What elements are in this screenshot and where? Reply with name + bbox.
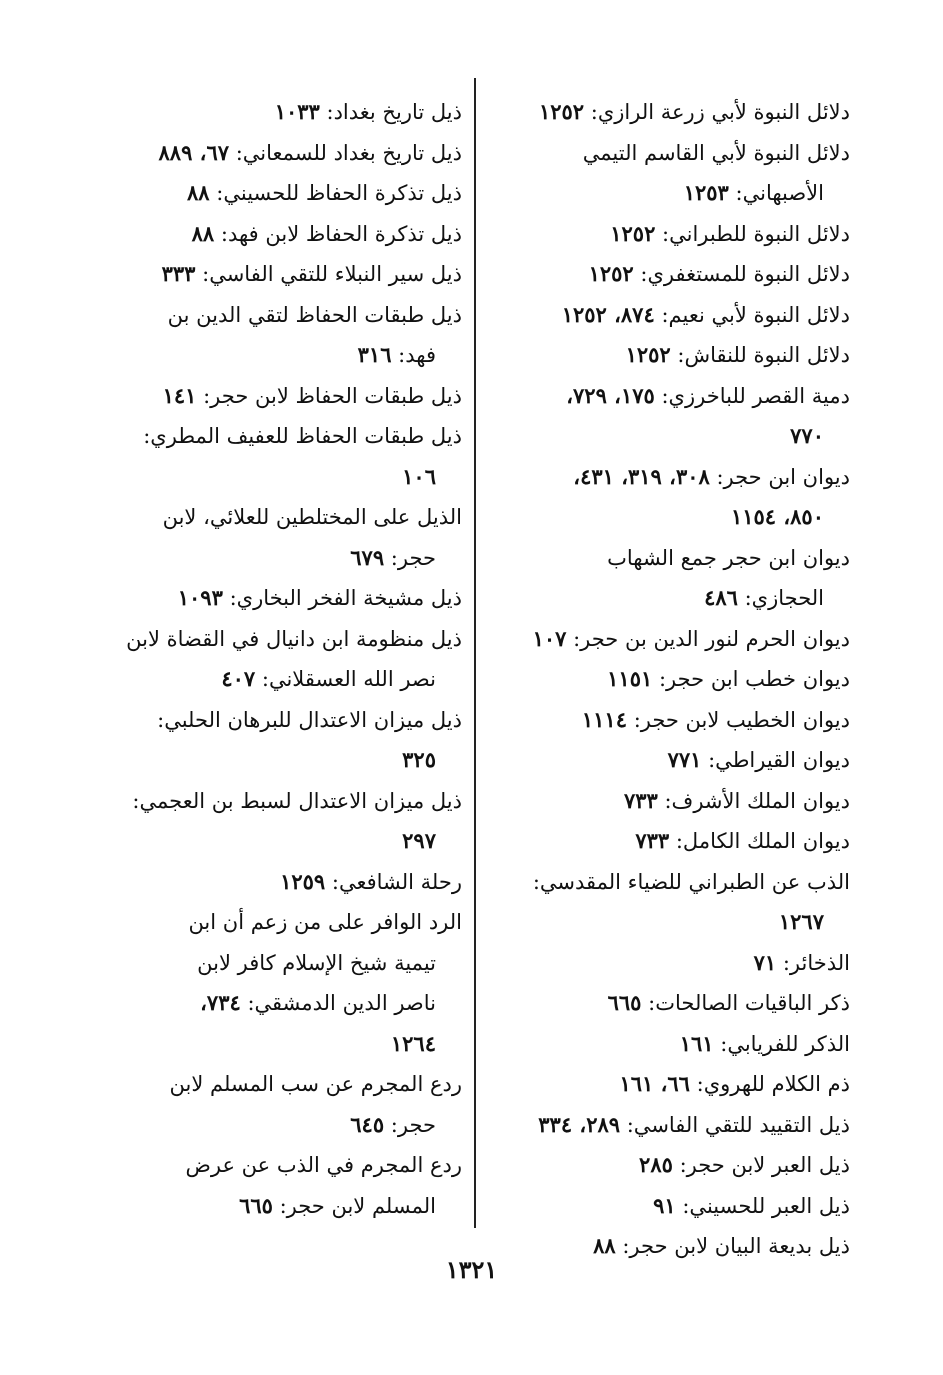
- index-entry: [490, 781, 850, 822]
- right-column: [490, 92, 850, 1267]
- entry-page-refs: ٧٣٣: [635, 828, 670, 853]
- entry-page-refs: ١٢٥٩: [280, 868, 326, 894]
- entry-title: نصر الله العسقلاني:: [261, 667, 436, 691]
- entry-title: دلائل النبوة لأبي القاسم التيمي: [582, 140, 850, 165]
- index-entry-continuation: [100, 1024, 462, 1065]
- entry-page-refs: ١٤١: [162, 382, 197, 408]
- index-entry-continuation: [100, 943, 462, 984]
- entry-page-refs: ٧٣٣: [623, 787, 658, 813]
- entry-page-refs: ١٢٥٢: [588, 261, 634, 286]
- entry-title: ذيل تذكرة الحفاظ للحسيني:: [216, 181, 462, 205]
- index-entry: [490, 1105, 850, 1146]
- entry-title: ذيل سير النبلاء للتقي الفاسي:: [202, 262, 462, 286]
- entry-title: ذيل تاريخ بغداد:: [326, 100, 462, 124]
- entry-title: دلائل النبوة للطبراني:: [662, 221, 850, 246]
- entry-title: الذب عن الطبراني للضياء المقدسي:: [532, 869, 850, 894]
- entry-title: ذيل التقييد للتقي الفاسي:: [626, 1112, 850, 1137]
- entry-title: ذيل العبر للحسيني:: [682, 1193, 850, 1218]
- entry-page-refs: ٢٩٧: [402, 828, 436, 853]
- entry-title: ذيل تاريخ بغداد للسمعاني:: [235, 140, 462, 165]
- index-entry-continuation: [490, 497, 850, 538]
- index-entry: [100, 497, 462, 538]
- index-entry-continuation: [100, 457, 462, 498]
- entry-title: ديوان الملك الأشرف:: [664, 788, 850, 813]
- entry-title: الذخائر:: [782, 950, 850, 975]
- index-entry: [100, 578, 462, 619]
- index-entry: [490, 862, 850, 903]
- index-entry: [490, 1024, 850, 1065]
- entry-title: ذيل منظومة ابن دانيال في القضاة لابن: [126, 626, 462, 651]
- entry-title: المسلم لابن حجر:: [279, 1193, 436, 1218]
- index-entry: [490, 295, 850, 336]
- entry-page-refs: ١٢٥٢: [625, 342, 671, 367]
- entry-page-refs: ٨٨: [187, 180, 210, 205]
- entry-title: ذيل مشيخة الفخر البخاري:: [229, 586, 462, 610]
- entry-page-refs: ٣٣٣: [161, 261, 196, 286]
- entry-page-refs: ١٢٦٧: [778, 909, 824, 934]
- index-entry: [490, 376, 850, 417]
- entry-page-refs: ١٦١: [679, 1030, 714, 1056]
- entry-page-refs: ٨٥٠، ١١٥٤: [730, 504, 824, 529]
- index-entry: [100, 416, 462, 457]
- entry-title: ذكر الباقيات الصالحات:: [648, 991, 850, 1015]
- index-entry: [490, 538, 850, 579]
- entry-page-refs: ٦٦٥: [607, 990, 642, 1015]
- index-entry-continuation: [100, 1186, 462, 1227]
- entry-title: ديوان الحرم لنور الدين بن حجر:: [573, 626, 850, 651]
- entry-title: الحجازي:: [744, 586, 824, 610]
- index-entry: [490, 659, 850, 700]
- index-entry: [100, 902, 462, 943]
- index-entry-continuation: [100, 659, 462, 700]
- entry-page-refs: ٤٠٧: [221, 666, 256, 691]
- entry-title: دلائل النبوة لأبي زرعة الرازي:: [590, 100, 850, 124]
- page-number: ١٣٢١: [445, 1255, 498, 1284]
- index-entry-continuation: [100, 538, 462, 579]
- entry-page-refs: ٧٧٠: [790, 423, 824, 448]
- index-entry-continuation: [490, 902, 850, 943]
- entry-title: الرد الوافر على من زعم أن ابن: [188, 910, 462, 934]
- entry-page-refs: ٣٠٨، ٣١٩، ٤٣١،: [573, 463, 710, 489]
- index-entry-continuation: [490, 173, 850, 214]
- entry-title: ديوان ابن حجر جمع الشهاب: [607, 545, 850, 570]
- entry-page-refs: ٢٨٥: [639, 1152, 673, 1177]
- index-entry: [100, 619, 462, 660]
- entry-page-refs: ٤٨٦: [704, 585, 738, 610]
- index-entry: [490, 335, 850, 376]
- entry-title: ناصر الدين الدمشقي:: [247, 991, 436, 1015]
- entry-page-refs: ٨٨: [191, 220, 215, 246]
- entry-title: ديوان خطب ابن حجر:: [658, 667, 850, 691]
- entry-page-refs: ٧٧١: [667, 747, 702, 772]
- index-entry: [100, 862, 462, 903]
- index-entry: [100, 254, 462, 295]
- entry-title: الذكر للفريابي:: [720, 1031, 850, 1056]
- index-entry-continuation: [100, 821, 462, 862]
- entry-page-refs: ١٢٥٣: [683, 180, 729, 205]
- entry-page-refs: ١٢٦٤: [390, 1030, 436, 1056]
- index-entry-continuation: [490, 416, 850, 457]
- index-entry-continuation: [100, 740, 462, 781]
- entry-title: الذيل على المختلطين للعلائي، لابن: [162, 505, 462, 529]
- index-entry: [100, 376, 462, 417]
- index-entry-continuation: [100, 1105, 462, 1146]
- entry-page-refs: ٩١: [653, 1192, 676, 1218]
- entry-title: دلائل النبوة للنقاش:: [677, 343, 850, 367]
- entry-title: ردع المجرم عن سب المسلم لابن: [169, 1072, 462, 1096]
- index-entry: [100, 700, 462, 741]
- entry-page-refs: ٦٤٥: [350, 1111, 385, 1137]
- index-entry: [490, 254, 850, 295]
- entry-page-refs: ١٢٥٢: [610, 220, 656, 246]
- entry-title: ذيل بديعة البيان لابن حجر:: [622, 1234, 850, 1258]
- index-entry: [490, 943, 850, 984]
- entry-page-refs: ٨٧٤، ١٢٥٢: [561, 301, 655, 327]
- entry-title: فهد:: [398, 343, 436, 367]
- index-entry: [490, 619, 850, 660]
- entry-title: دمية القصر للباخرزي:: [661, 383, 850, 408]
- index-entry: [490, 1186, 850, 1227]
- entry-title: دلائل النبوة لأبي نعيم:: [661, 302, 850, 327]
- entry-title: ذيل ميزان الاعتدال لسبط بن العجمي:: [132, 788, 462, 813]
- entry-title: رحلة الشافعي:: [331, 869, 462, 894]
- entry-title: الأصبهاني:: [735, 181, 824, 205]
- entry-page-refs: ٦٦، ١٦١: [619, 1071, 690, 1096]
- index-entry: [100, 214, 462, 255]
- entry-page-refs: ٦٧، ٨٨٩: [158, 139, 230, 165]
- index-entry: [490, 740, 850, 781]
- left-column: [100, 92, 462, 1226]
- index-entry: [100, 92, 462, 133]
- index-entry: [490, 457, 850, 498]
- entry-page-refs: ١١١٤: [581, 706, 627, 732]
- entry-title: حجر:: [390, 1112, 436, 1137]
- index-entry: [490, 214, 850, 255]
- index-entry-continuation: [100, 335, 462, 376]
- entry-title: ذيل تذكرة الحفاظ لابن فهد:: [220, 221, 462, 246]
- index-entry: [100, 295, 462, 336]
- index-entry-continuation: [100, 983, 462, 1024]
- index-entry: [100, 781, 462, 822]
- index-entry: [490, 1064, 850, 1105]
- entry-title: ديوان الملك الكامل:: [675, 829, 850, 853]
- entry-page-refs: ٧٣٤،: [200, 990, 241, 1015]
- entry-title: ذيل ميزان الاعتدال للبرهان الحلبي:: [157, 707, 462, 732]
- entry-page-refs: ١٠٧: [532, 625, 567, 651]
- index-entry: [490, 133, 850, 174]
- entry-title: ذيل العبر لابن حجر:: [679, 1153, 850, 1177]
- entry-page-refs: ١٠٣٣: [274, 99, 320, 124]
- index-entry-continuation: [490, 578, 850, 619]
- entry-page-refs: ١٧٥، ٧٢٩،: [566, 382, 655, 408]
- index-entry: [100, 1145, 462, 1186]
- entry-page-refs: ١٠٩٣: [177, 585, 223, 610]
- column-divider: [474, 78, 476, 1228]
- entry-title: تيمية شيخ الإسلام كافر لابن: [197, 950, 436, 975]
- entry-title: حجر:: [390, 545, 436, 570]
- entry-title: ذيل طبقات الحفاظ للعفيف المطري:: [143, 424, 462, 448]
- entry-page-refs: ١٢٥٢: [538, 99, 585, 124]
- entry-page-refs: ٢٨٩، ٣٣٤: [538, 1111, 621, 1137]
- entry-page-refs: ٨٨: [593, 1233, 616, 1258]
- index-entry: [490, 700, 850, 741]
- index-entry: [490, 821, 850, 862]
- entry-page-refs: ١٠٦: [402, 463, 436, 489]
- entry-title: ديوان الخطيب لابن حجر:: [633, 707, 850, 732]
- index-entry: [490, 983, 850, 1024]
- index-entry: [490, 92, 850, 133]
- index-entry: [100, 173, 462, 214]
- entry-page-refs: ١١٥١: [607, 666, 653, 691]
- entry-title: دلائل النبوة للمستغفري:: [640, 262, 850, 286]
- index-entry: [100, 133, 462, 174]
- index-entry: [490, 1145, 850, 1186]
- entry-page-refs: ٣٢٥: [402, 747, 436, 772]
- entry-title: ذيل طبقات الحفاظ لتقي الدين بن: [167, 302, 462, 327]
- entry-title: ذيل طبقات الحفاظ لابن حجر:: [203, 383, 462, 408]
- entry-page-refs: ٧١: [753, 949, 777, 975]
- entry-title: ردع المجرم في الذب عن عرض: [185, 1153, 462, 1177]
- index-entry: [100, 1064, 462, 1105]
- entry-title: ديوان القيراطي:: [708, 748, 850, 772]
- entry-title: ديوان ابن حجر:: [716, 464, 850, 489]
- entry-page-refs: ٣١٦: [357, 342, 392, 367]
- entry-title: ذم الكلام للهروي:: [696, 1072, 850, 1096]
- entry-page-refs: ٦٧٩: [350, 544, 385, 570]
- entry-page-refs: ٦٦٥: [239, 1192, 273, 1218]
